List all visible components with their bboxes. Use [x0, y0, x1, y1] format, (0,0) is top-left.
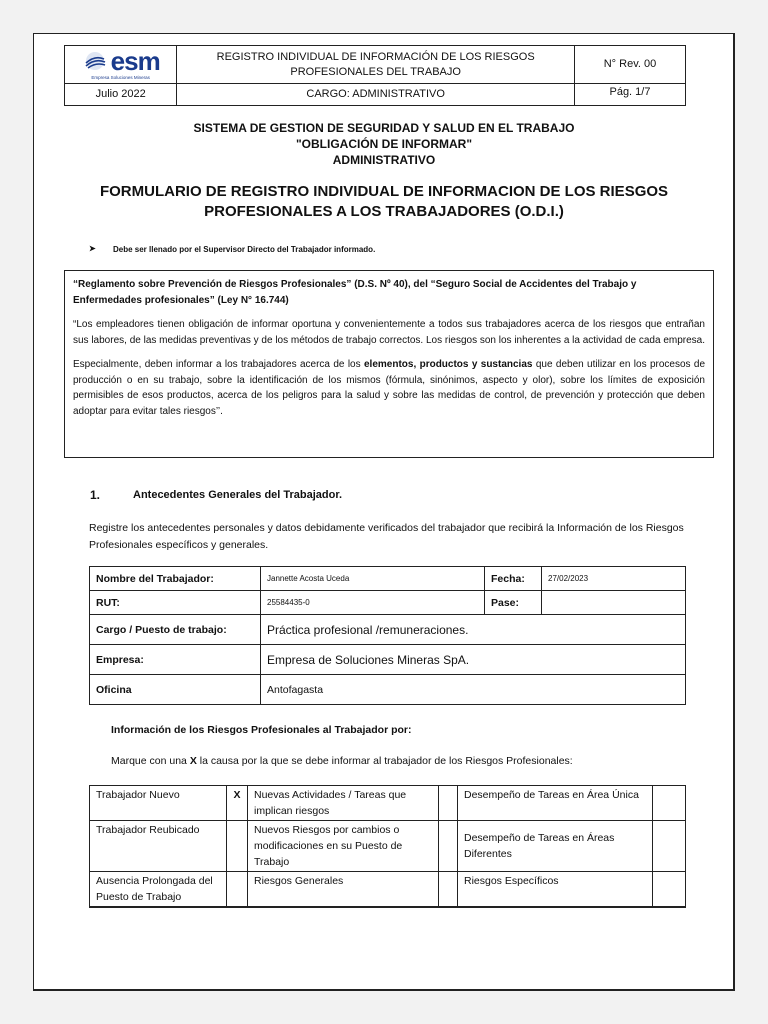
fill-note: [89, 244, 376, 254]
instruction-a: Marque con una: [111, 755, 190, 767]
regulation-paragraph-2-a: Especialmente, deben informar a los trabajadores acerca de los: [73, 359, 364, 370]
cause-label: Ausencia Prolongada del Puesto de Trabajo: [90, 872, 227, 908]
cause-label: Trabajador Reubicado: [90, 821, 227, 872]
section-number: 1.: [90, 488, 101, 502]
date-label: Fecha:: [485, 567, 542, 591]
pase-label: Pase:: [485, 591, 542, 615]
rut-label: RUT:: [90, 591, 261, 615]
form-title-line2: PROFESIONALES A LOS TRABAJADORES (O.D.I.): [204, 203, 564, 220]
system-title-line2: "OBLIGACIÓN DE INFORMAR": [295, 137, 473, 151]
instruction-b: la causa por la que se debe informar al trabajador de los Riesgos Profesionales:: [196, 755, 573, 767]
document-title: REGISTRO INDIVIDUAL DE INFORMACIÓN DE LOS RIESGOS PROFESIONALES DEL TRABAJO: [177, 46, 575, 84]
regulation-box: [64, 270, 714, 458]
globe-icon: [82, 51, 108, 71]
cause-checkbox[interactable]: [439, 821, 458, 872]
oficina-field[interactable]: Antofagasta: [261, 675, 686, 705]
risks-info-title: Información de los Riesgos Profesionales al Trabajador por:: [111, 724, 412, 736]
arrow-bullet-icon: ➤: [89, 244, 96, 253]
cause-checkbox[interactable]: X: [227, 786, 248, 821]
regulation-paragraph-2-bold: elementos, productos y sustancias: [363, 359, 533, 370]
empresa-field[interactable]: Empresa de Soluciones Mineras SpA.: [261, 645, 686, 675]
system-title: [40, 120, 728, 168]
cause-checkbox[interactable]: [653, 821, 686, 872]
section-title: Antecedentes Generales del Trabajador.: [133, 489, 343, 501]
section-intro: Registre los antecedentes personales y datos debidamente verificados del trabajador que recibirá la Información de los Riesgos Profesionales específicos y generales.: [89, 522, 684, 551]
rut-field[interactable]: 25584435-0: [261, 591, 485, 615]
cause-checkbox[interactable]: [653, 872, 686, 908]
regulation-heading: “Reglamento sobre Prevención de Riesgos Profesionales” (D.S. Nº 40), del “Seguro Social de Accidentes del Trabajo y Enfermedades profesionales” (Ley N° 16.744): [73, 279, 637, 306]
system-title-line1: SISTEMA DE GESTION DE SEGURIDAD Y SALUD EN EL TRABAJO: [193, 121, 575, 135]
empresa-label: Empresa:: [90, 645, 261, 675]
regulation-paragraph-2: [73, 357, 705, 419]
cause-checkbox[interactable]: [653, 786, 686, 821]
system-title-line3: ADMINISTRATIVO: [332, 153, 436, 167]
form-title: [40, 182, 728, 222]
instruction-x: X: [189, 755, 197, 767]
cause-checkbox[interactable]: [439, 872, 458, 908]
cause-label: Riesgos Específicos: [458, 872, 653, 908]
logo-cell: [65, 46, 177, 84]
cause-label: Riesgos Generales: [248, 872, 439, 908]
document-cargo: CARGO: ADMINISTRATIVO: [177, 84, 575, 106]
company-logo: [69, 45, 172, 81]
header-table: [64, 45, 686, 106]
cause-label: Nuevas Actividades / Tareas que implican riesgos: [248, 786, 439, 821]
cause-label: Nuevos Riesgos por cambios o modificaciones en su Puesto de Trabajo: [248, 821, 439, 872]
name-field[interactable]: Jannette Acosta Uceda: [261, 567, 485, 591]
document-date: Julio 2022: [65, 84, 177, 106]
fill-note-text: Debe ser llenado por el Supervisor Directo del Trabajador informado.: [113, 245, 376, 254]
cause-label: Trabajador Nuevo: [90, 786, 227, 821]
cause-checkbox[interactable]: [439, 786, 458, 821]
revision-number: N° Rev. 00: [574, 46, 685, 84]
cause-label: Desempeño de Tareas en Áreas Diferentes: [458, 821, 653, 872]
cause-label: Desempeño de Tareas en Área Única: [458, 786, 653, 821]
cause-checkbox[interactable]: [227, 872, 248, 908]
page-number: Pág. 1/7: [574, 84, 685, 106]
cause-checkbox[interactable]: [227, 821, 248, 872]
cargo-label: Cargo / Puesto de trabajo:: [90, 615, 261, 645]
form-title-line1: FORMULARIO DE REGISTRO INDIVIDUAL DE INFORMACION DE LOS RIESGOS: [99, 183, 669, 200]
regulation-paragraph-1: “Los empleadores tienen obligación de informar oportuna y convenientemente a todos sus trabajadores acerca de los riesgos que entrañan sus labores, de las medidas preventivas y de los métodos de trabajo correctos. Los riesgos son los inherentes a la actividad de cada empresa.: [73, 319, 706, 346]
logo-subtext: Empresa Soluciones Mineras: [91, 74, 150, 80]
name-label: Nombre del Trabajador:: [90, 567, 261, 591]
regulation-paragraph-2-b: que deben utilizar en los procesos de producción o en su trabajo, sobre la identificación de los mismos (fórmula, sinónimos, aspecto y olor), sobre los límites de exposición permisibles de esos productos, acerca de los peligros para la salud y sobre las medidas de control, de prevención y protección que deben adoptar para evitar tales riesgos’’.: [73, 359, 706, 417]
date-field[interactable]: 27/02/2023: [542, 567, 686, 591]
oficina-label: Oficina: [90, 675, 261, 705]
pase-field[interactable]: [542, 591, 686, 615]
logo-text: esm: [110, 45, 160, 76]
risks-instruction: [111, 755, 573, 767]
cause-table: [89, 785, 686, 908]
worker-data-table: [89, 566, 686, 705]
cargo-field[interactable]: Práctica profesional /remuneraciones.: [261, 615, 686, 645]
